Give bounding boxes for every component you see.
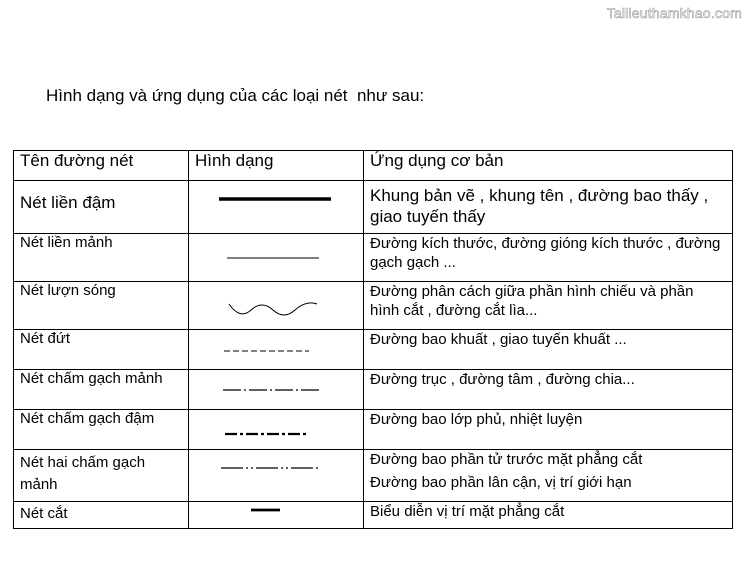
use-text: Đường bao lớp phủ, nhiệt luyện xyxy=(370,411,583,428)
line-types-table xyxy=(13,150,733,529)
line-shape-cell xyxy=(189,410,364,450)
table-header-row xyxy=(14,151,733,181)
use-text: Khung bản vẽ , khung tên , đường bao thấy , giao tuyến thấy xyxy=(370,186,709,226)
line-use xyxy=(364,330,733,370)
line-shape-cell xyxy=(189,450,364,502)
watermark: Tailieuthamkhao.com xyxy=(606,5,742,21)
table-row xyxy=(14,410,733,450)
table-row xyxy=(14,370,733,410)
thick-continuous-line-icon xyxy=(189,181,364,234)
line-name: Nét cắt xyxy=(14,502,189,529)
use-text: Đường kích thước, đường gióng kích thước , đường gạch gạch ... xyxy=(370,235,721,271)
dashed-line-icon xyxy=(189,330,364,370)
table-row xyxy=(14,234,733,282)
line-shape-cell xyxy=(189,370,364,410)
line-shape-cell xyxy=(189,181,364,234)
table-row xyxy=(14,330,733,370)
line-name: Nét liền mảnh xyxy=(14,234,189,282)
table-row xyxy=(14,502,733,529)
use-text: Đường phân cách giữa phần hình chiếu và phần hình cắt , đường cắt lìa... xyxy=(370,283,694,319)
line-shape-cell xyxy=(189,330,364,370)
line-use xyxy=(364,282,733,330)
line-name: Nét đứt xyxy=(14,330,189,370)
header-name: Tên đường nét xyxy=(14,151,189,181)
wavy-line-icon xyxy=(189,282,364,330)
table-row xyxy=(14,282,733,330)
table-row xyxy=(14,181,733,234)
thin-dash-dot-line-icon xyxy=(189,370,364,410)
cutting-plane-line-icon xyxy=(189,502,364,529)
line-use xyxy=(364,234,733,282)
intro-text: Hình dạng và ứng dụng của các loại nét như sau: xyxy=(46,86,425,105)
use-text: Đường bao phần tử trước mặt phẳng cắt xyxy=(370,451,643,468)
line-use xyxy=(364,450,733,502)
header-use: Ứng dụng cơ bản xyxy=(364,151,733,181)
line-shape-cell xyxy=(189,502,364,529)
table-row xyxy=(14,450,733,502)
use-text: Đường trục , đường tâm , đường chia... xyxy=(370,371,635,388)
line-use xyxy=(364,370,733,410)
line-name: Nét lượn sóng xyxy=(14,282,189,330)
line-shape-cell xyxy=(189,282,364,330)
thin-continuous-line-icon xyxy=(189,234,364,282)
line-use xyxy=(364,181,733,234)
thin-dash-double-dot-line-icon xyxy=(189,450,364,502)
header-shape: Hình dạng xyxy=(189,151,364,181)
line-name: Nét hai chấm gạch mảnh xyxy=(14,450,189,502)
line-name: Nét liền đậm xyxy=(14,181,189,234)
line-shape-cell xyxy=(189,234,364,282)
use-text: Đường bao khuất , giao tuyến khuất ... xyxy=(370,331,627,348)
line-name: Nét chấm gạch mảnh xyxy=(14,370,189,410)
thick-dash-dot-line-icon xyxy=(189,410,364,450)
line-name: Nét chấm gạch đậm xyxy=(14,410,189,450)
line-use xyxy=(364,502,733,529)
use-text: Biểu diễn vị trí mặt phẳng cắt xyxy=(370,503,565,520)
line-use xyxy=(364,410,733,450)
use-text: Đường bao phần lân cận, vị trí giới hạn xyxy=(370,474,632,491)
